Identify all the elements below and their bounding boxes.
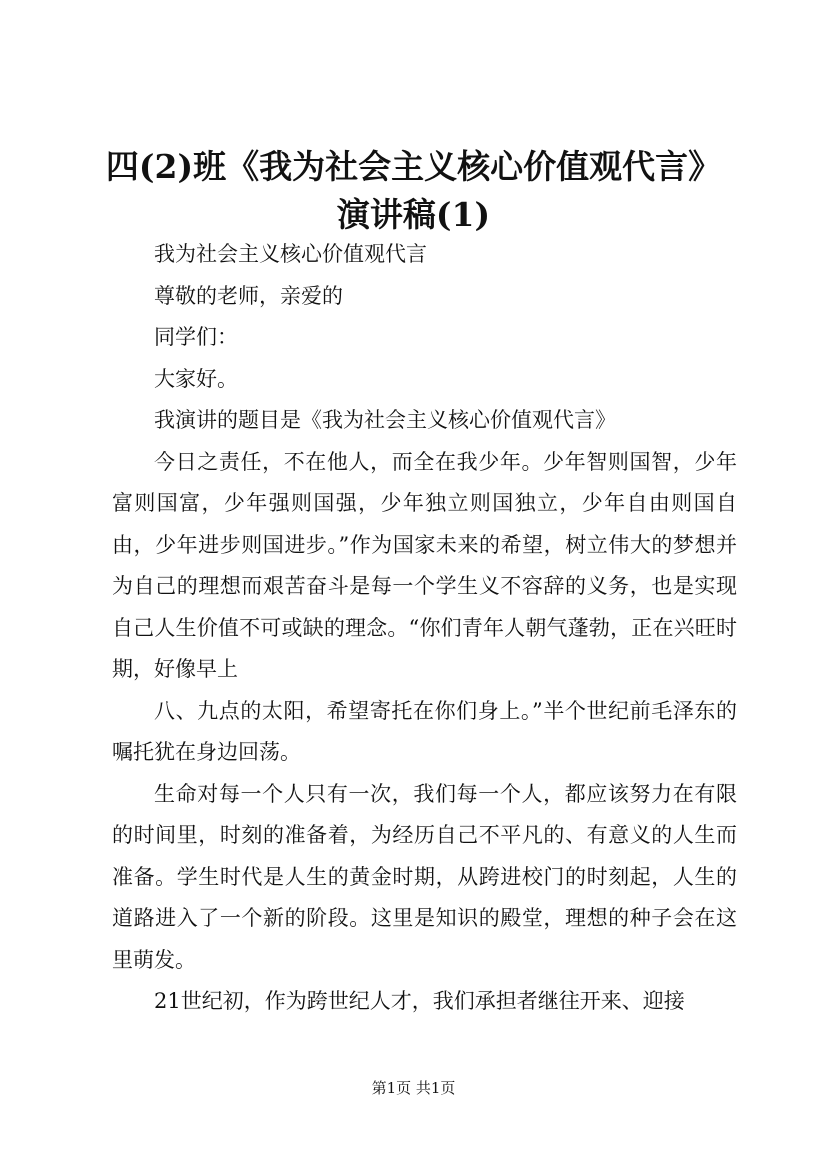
paragraph: 同学们： xyxy=(154,325,238,349)
paragraph: 尊敬的老师，亲爱的 xyxy=(154,283,343,308)
paragraph: 21世纪初，作为跨世纪人才，我们承担者继往开来、迎接 xyxy=(154,989,685,1013)
paragraph: 我为社会主义核心价值观代言 xyxy=(154,242,427,266)
paragraph: 大家好。 xyxy=(154,366,238,391)
paragraph: 我演讲的题目是《我为社会主义核心价值观代言》 xyxy=(154,408,616,432)
paragraph: 生命对每一个人只有一次，我们每一个人，都应该努力在有限的时间里，时刻的准备着，为经历自己不平凡的、有意义的人生而准备。学生时代是人生的黄金时期，从跨进校门的时刻起，人生的道路进入了一个新的阶段。这里是知识的殿堂，理想的种子会在这里萌发。 xyxy=(112,781,737,972)
page-footer: 第1页 共1页 xyxy=(371,1079,456,1097)
paragraph: 今日之责任，不在他人，而全在我少年。少年智则国智，少年富则国富，少年强则国强，少年独立则国独立，少年自由则国自由，少年进步则国进步。”作为国家未来的希望，树立伟大的梦想并为自己的理想而艰苦奋斗是每一个学生义不容辞的义务，也是实现自己人生价值不可或缺的理念。“你们青年人朝气蓬勃，正在兴旺时期，好像早上 xyxy=(112,449,737,681)
document-body xyxy=(112,234,737,1023)
paragraph: 八、九点的太阳，希望寄托在你们身上。”半个世纪前毛泽东的嘱托犹在身边回荡。 xyxy=(112,698,737,764)
document-title: 四(2)班《我为社会主义核心价值观代言》演讲稿(1) xyxy=(105,147,722,234)
